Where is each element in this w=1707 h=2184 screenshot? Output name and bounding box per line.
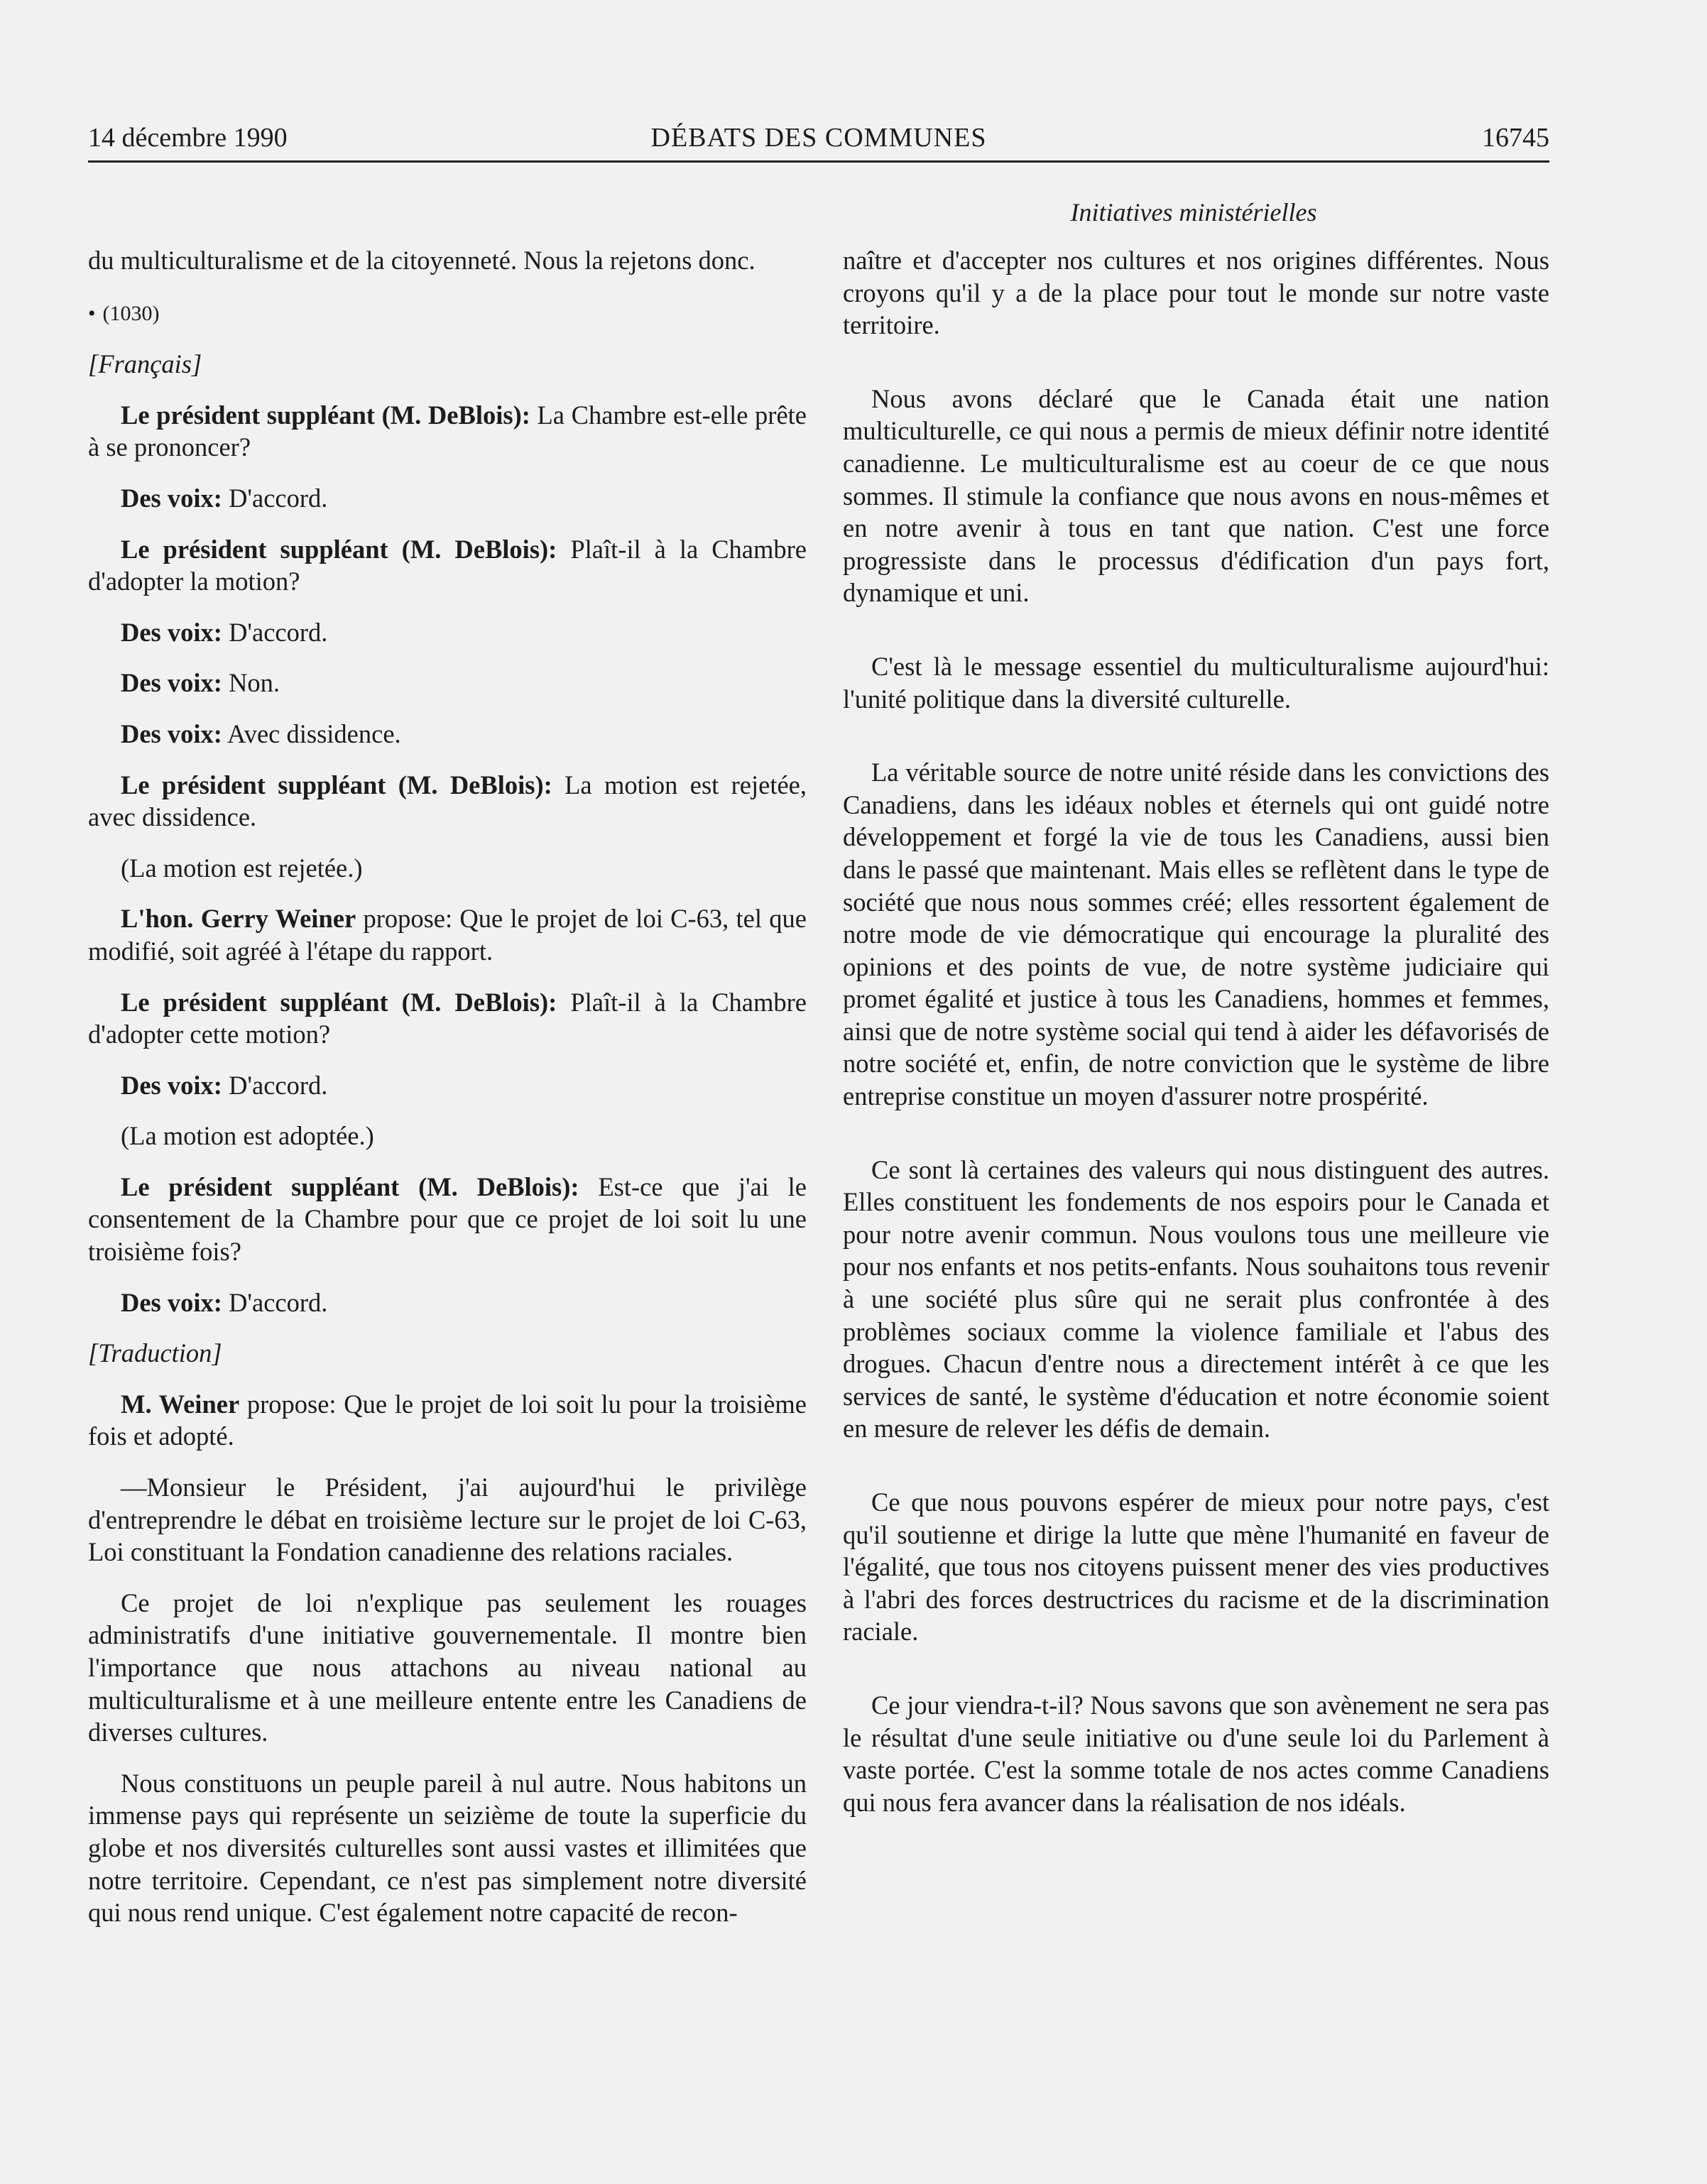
- speaker: Le président suppléant (M. DeBlois):: [121, 1172, 579, 1201]
- timestamp: • (1030): [88, 301, 160, 325]
- paragraph: M. Weiner propose: Que le projet de loi soit lu pour la troisième fois et adopté.: [88, 1389, 807, 1451]
- speaker: Des voix:: [121, 1287, 222, 1317]
- paragraph: Le président suppléant (M. DeBlois): La Chambre est-elle prête à se prononcer?: [88, 400, 807, 462]
- paragraph: Nous avons déclaré que le Canada était une nation multiculturelle, ce qui nous a permis de mieux définir notre identité canadienne. Le multiculturalisme est au coeur de ce que nous sommes. Il stimule la confiance que nous avons en nous-mêmes et en notre avenir à tous en tant que nation. C'est une force progressiste dans le processus d'édification d'un pays fort, dynamique et uni.: [843, 383, 1549, 608]
- paragraph: Le président suppléant (M. DeBlois): Plaît-il à la Chambre d'adopter cette motion?: [88, 987, 807, 1049]
- paragraph: L'hon. Gerry Weiner propose: Que le projet de loi C-63, tel que modifié, soit agréé à l'étape du rapport.: [88, 904, 807, 966]
- paragraph: Ce jour viendra-t-il? Nous savons que son avènement ne sera pas le résultat d'une seule initiative ou d'une seule loi du Parlement à vaste portée. C'est la somme totale de nos actes comme Canadiens qui nous fera avancer dans la réalisation de nos idéals.: [843, 1690, 1549, 1817]
- header-rule: [88, 160, 1549, 163]
- paragraph: Nous constituons un peuple pareil à nul autre. Nous habitons un immense pays qui représente un seizième de toute la superficie du globe et nos diversités culturelles sont aussi vastes et illimitées que notre territoire. Cependant, ce n'est pas simplement notre diversité qui nous rend unique. C'est également notre capacité de recon-: [88, 1768, 807, 1928]
- speaker: Des voix:: [121, 719, 222, 748]
- language-tag: [Français]: [88, 349, 202, 379]
- paragraph: Des voix: Avec dissidence.: [121, 719, 401, 748]
- paragraph: naître et d'accepter nos cultures et nos origines différentes. Nous croyons qu'il y a de la place pour tout le monde sur notre vaste territoire.: [843, 246, 1549, 340]
- page-header: [88, 122, 1549, 165]
- bullet-icon: •: [88, 301, 96, 325]
- speaker: Des voix:: [121, 1070, 222, 1100]
- speaker: Des voix:: [121, 483, 222, 513]
- header-date: 14 décembre 1990: [88, 123, 288, 153]
- paragraph: Des voix: D'accord.: [121, 1070, 328, 1100]
- paragraph: (La motion est rejetée.): [121, 853, 363, 883]
- speaker: Des voix:: [121, 617, 222, 647]
- speaker: L'hon. Gerry Weiner: [121, 904, 356, 934]
- page-number: 16745: [1482, 123, 1549, 153]
- language-tag: [Traduction]: [88, 1338, 222, 1368]
- paragraph: Le président suppléant (M. DeBlois): La motion est rejetée, avec dissidence.: [88, 770, 807, 832]
- speaker: Le président suppléant (M. DeBlois):: [121, 770, 552, 799]
- paragraph: (La motion est adoptée.): [121, 1121, 374, 1151]
- speaker: M. Weiner: [121, 1389, 240, 1419]
- speaker: Des voix:: [121, 668, 222, 698]
- paragraph: Le président suppléant (M. DeBlois): Plaît-il à la Chambre d'adopter la motion?: [88, 534, 807, 596]
- speaker: Le président suppléant (M. DeBlois):: [121, 987, 557, 1017]
- paragraph: Des voix: D'accord.: [121, 1287, 328, 1317]
- paragraph: La véritable source de notre unité réside dans les convictions des Canadiens, dans les idéaux nobles et éternels qui ont guidé notre développement et forgé la vie de tous les Canadiens, aussi bien dans le passé que maintenant. Mais elles se reflètent dans le type de société que nous nous sommes créé; elles ressortent également de notre mode de vie démocratique qui encourage la pluralité des opinions et des points de vue, de notre système judiciaire qui promet égalité et justice à tous les Canadiens, hommes et femmes, ainsi que de notre système social qui tend à aider les défavorisés de notre société et, enfin, de notre conviction que le système de libre entreprise constitue un moyen d'assurer notre prospérité.: [843, 758, 1549, 1111]
- paragraph: Le président suppléant (M. DeBlois): Est-ce que j'ai le consentement de la Chambre pour que ce projet de loi soit lu une troisième fois?: [88, 1172, 807, 1267]
- right-column: [843, 244, 1549, 1860]
- paragraph: Ce projet de loi n'explique pas seulement les rouages administratifs d'une initiative gouvernementale. Il montre bien l'importance que nous attachons au niveau national au multiculturalisme et à une meilleure entente entre les Canadiens de diverses cultures.: [88, 1588, 807, 1747]
- paragraph: Des voix: Non.: [121, 668, 280, 698]
- left-column: [88, 244, 807, 1948]
- paragraph: C'est là le message essentiel du multiculturalisme aujourd'hui: l'unité politique dans la diversité culturelle.: [843, 651, 1549, 714]
- paragraph: Ce sont là certaines des valeurs qui nous distinguent des autres. Elles constituent les fondements de nos espoirs pour le Canada et pour notre avenir commun. Nous voulons tous une meilleure vie pour nos enfants et nos petits-enfants. Nous souhaitons tous revenir à une société plus sûre qui ne serait plus confrontée à des problèmes sociaux comme la violence familiale et l'abus des drogues. Chacun d'entre nous a directement intérêt à ce que les services de santé, le système d'éducation et notre économie soient en mesure de relever les défis de demain.: [843, 1154, 1549, 1443]
- paragraph: —Monsieur le Président, j'ai aujourd'hui le privilège d'entreprendre le débat en troisième lecture sur le projet de loi C-63, Loi constituant la Fondation canadienne des relations raciales.: [88, 1473, 807, 1567]
- paragraph: Des voix: D'accord.: [121, 483, 328, 513]
- paragraph: Ce que nous pouvons espérer de mieux pour notre pays, c'est qu'il soutienne et dirige la lutte que mène l'humanité en faveur de l'égalité, que tous nos citoyens puissent mener des vies productives à l'abri des forces destructrices du racisme et de la discrimination raciale.: [843, 1487, 1549, 1647]
- speaker: Le président suppléant (M. DeBlois):: [121, 400, 530, 430]
- paragraph: Des voix: D'accord.: [121, 617, 328, 647]
- section-heading: Initiatives ministérielles: [1070, 198, 1317, 226]
- header-title: DÉBATS DES COMMUNES: [650, 123, 987, 153]
- paragraph: du multiculturalisme et de la citoyenneté. Nous la rejetons donc.: [88, 246, 756, 275]
- speaker: Le président suppléant (M. DeBlois):: [121, 534, 557, 564]
